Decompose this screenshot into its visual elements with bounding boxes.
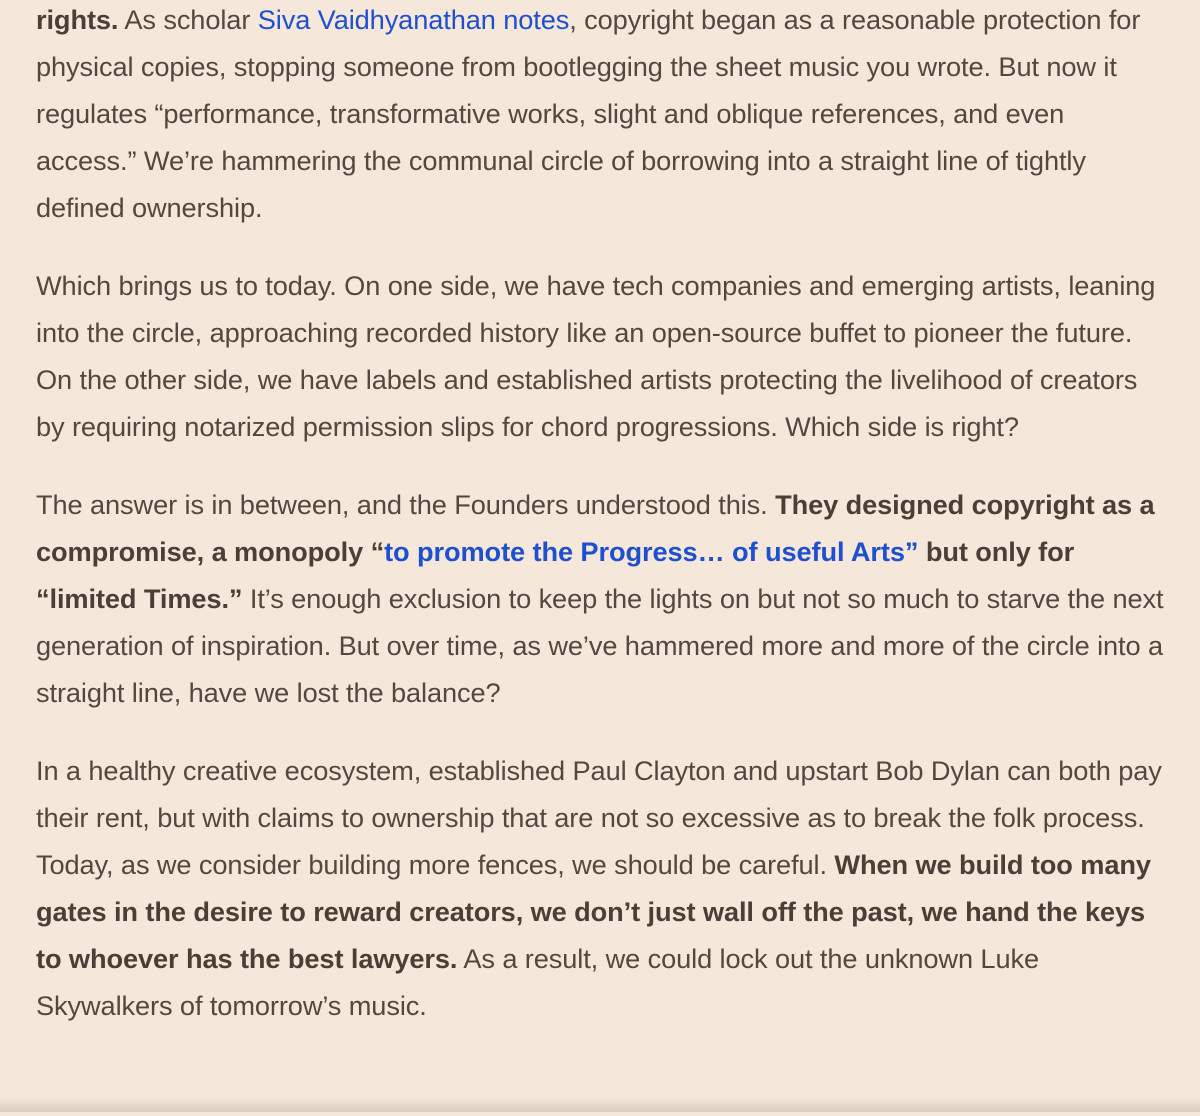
paragraph-3-bold-a: They designed copyright as a compromise, a monopoly “ <box>36 489 1155 567</box>
bold-lead-rights: rights. <box>36 4 119 35</box>
paragraph-1-text-a: As scholar <box>118 4 258 35</box>
paragraph-4-bold: When we build too many gates in the desire to reward creators, we don’t just wall off the past, we hand the keys to whoever has the best lawyers. <box>36 849 1151 974</box>
link-progress-useful-arts[interactable]: to promote the Progress… of useful Arts” <box>384 536 919 567</box>
link-siva-vaidhyanathan[interactable]: Siva Vaidhyanathan notes <box>257 4 570 35</box>
paragraph-1-text-b: , copyright began as a reasonable protection for physical copies, stopping someone from bootlegging the sheet music you wrote. But now it regulates “performance, transformative works, slight and oblique references, and even access.” We’re hammering the communal circle of borrowing into a straight line of tightly defined ownership. <box>36 4 1141 223</box>
bottom-edge-shadow <box>0 1098 1200 1112</box>
paragraph-3 <box>36 481 1164 716</box>
paragraph-3-bold-b: but only for “limited Times.” <box>36 536 1075 614</box>
paragraph-3-text-b: It’s enough exclusion to keep the lights on but not so much to starve the next generation of inspiration. But over time, as we’ve hammered more and more of the circle into a straight line, have we lost the balance? <box>36 583 1164 708</box>
paragraph-1 <box>36 0 1164 231</box>
paragraph-2 <box>36 262 1164 450</box>
paragraph-3-text-a: The answer is in between, and the Founders understood this. <box>36 489 776 520</box>
paragraph-4-text-a: In a healthy creative ecosystem, established Paul Clayton and upstart Bob Dylan can both pay their rent, but with claims to ownership that are not so excessive as to break the folk process. Today, as we consider building more fences, we should be careful. <box>36 755 1162 880</box>
paragraph-2-text: Which brings us to today. On one side, we have tech companies and emerging artists, leaning into the circle, approaching recorded history like an open-source buffet to pioneer the future. On the other side, we have labels and established artists protecting the livelihood of creators by requiring notarized permission slips for chord progressions. Which side is right? <box>36 270 1156 442</box>
paragraph-4 <box>36 747 1164 1029</box>
paragraph-4-text-b: As a result, we could lock out the unknown Luke Skywalkers of tomorrow’s music. <box>36 943 1039 1021</box>
